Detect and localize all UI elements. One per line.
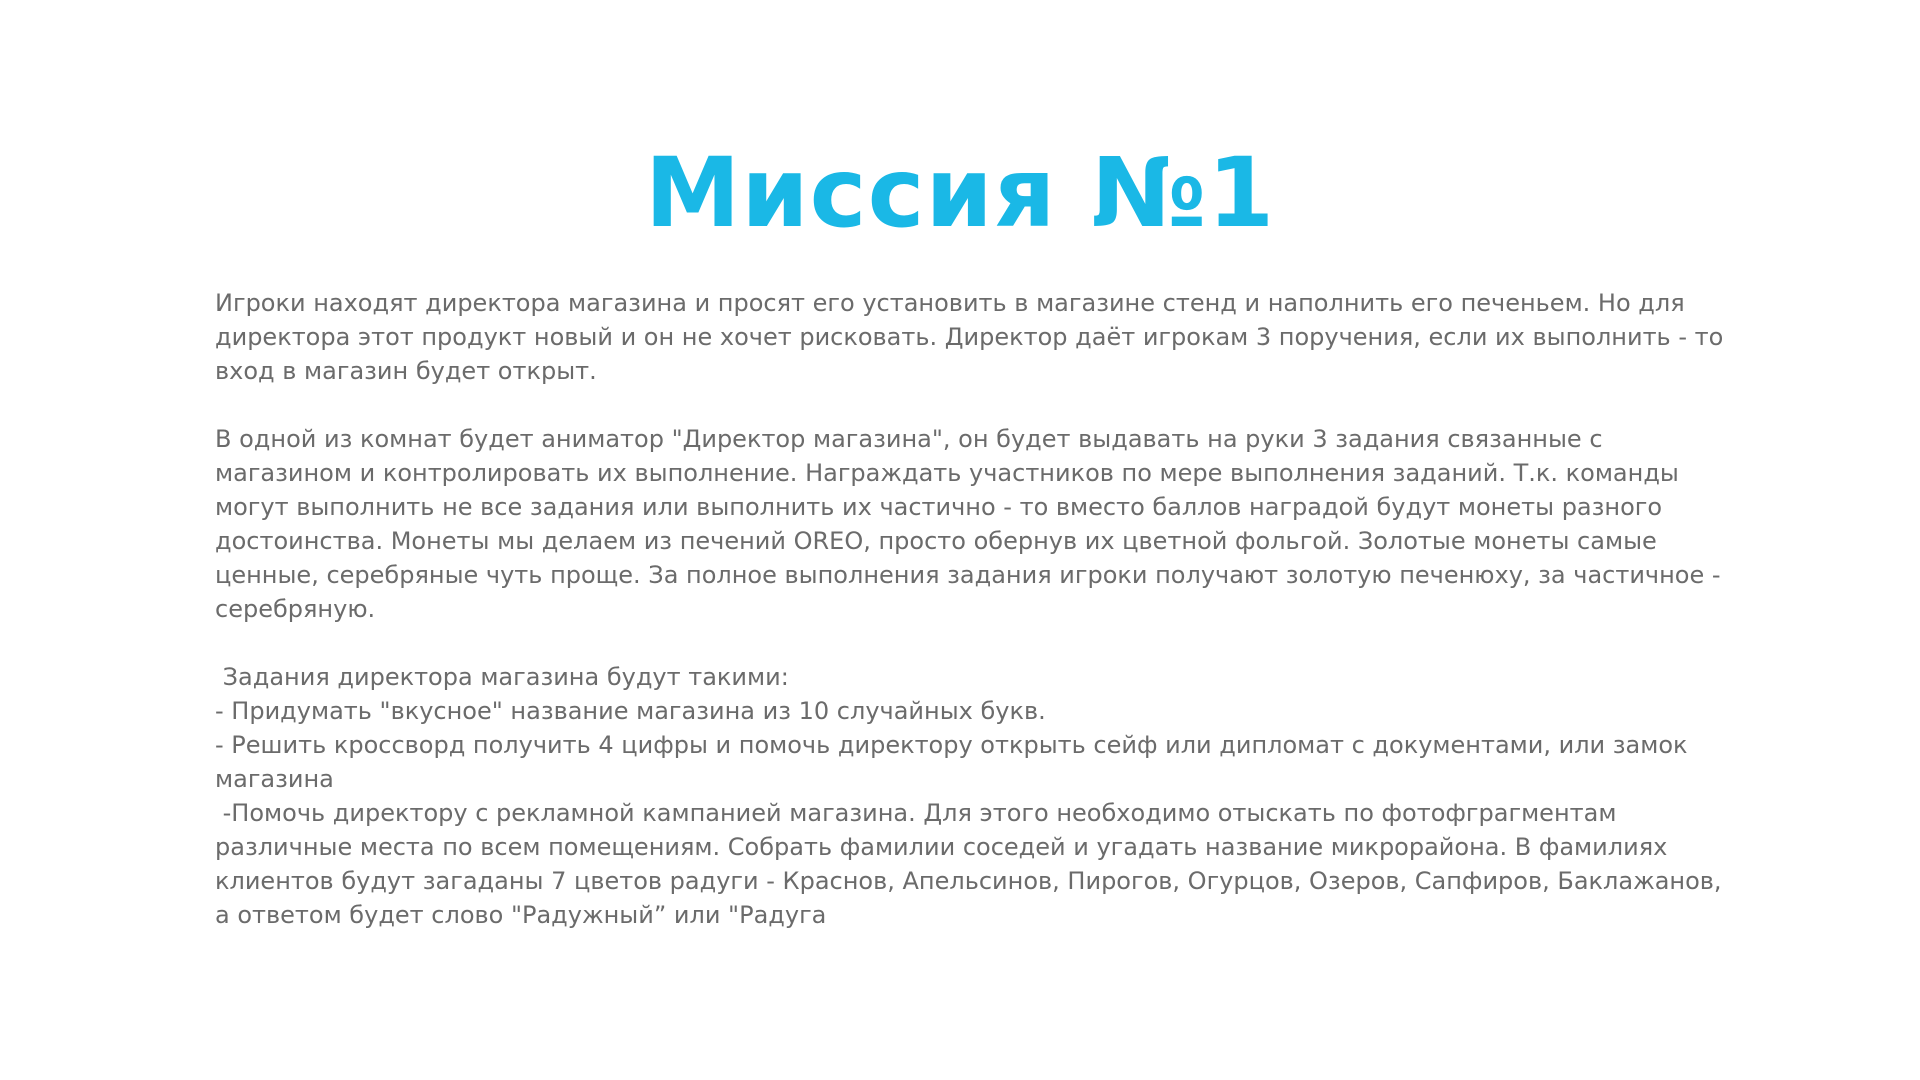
task-list <box>215 694 1735 932</box>
intro-paragraph: Игроки находят директора магазина и просят его установить в магазине стенд и наполнить его печеньем. Но для директора этот продукт новый и он не хочет рисковать. Директор даёт игрокам 3 поручения, если их выполнить - то вход в магазин будет открыт. <box>215 289 1731 385</box>
slide-body <box>215 286 1735 932</box>
task-item: - Придумать "вкусное" название магазина из 10 случайных букв. <box>215 697 1046 725</box>
slide-title: Миссия №1 <box>644 137 1276 249</box>
task-item: - Решить кроссворд получить 4 цифры и помочь директору открыть сейф или дипломат с документами, или замок магазина <box>215 731 1696 793</box>
animator-paragraph: В одной из комнат будет аниматор "Директор магазина", он будет выдавать на руки 3 задания связанные с магазином и контролировать их выполнение. Награждать участников по мере выполнения заданий. Т.к. команды могут выполнить не все задания или выполнить их частично - то вместо баллов наградой будут монеты разного достоинства. Монеты мы делаем из печений OREO, просто обернув их цветной фольгой. Золотые монеты самые ценные, серебряные чуть проще. За полное выполнения задания игроки получают золотую печенюху, за частичное - серебряную. <box>215 425 1729 623</box>
tasks-heading: Задания директора магазина будут такими: <box>215 663 789 691</box>
task-item: -Помочь директору с рекламной кампанией магазина. Для этого необходимо отыскать по фотофграгментам различные места по всем помещениям. Собрать фамилии соседей и угадать название микрорайона. В фамилиях клиентов будут загаданы 7 цветов радуги - Краснов, Апельсинов, Пирогов, Огурцов, Озеров, Сапфиров, Баклажанов, а ответом будет слово "Радужный” или "Радуга <box>215 799 1730 929</box>
